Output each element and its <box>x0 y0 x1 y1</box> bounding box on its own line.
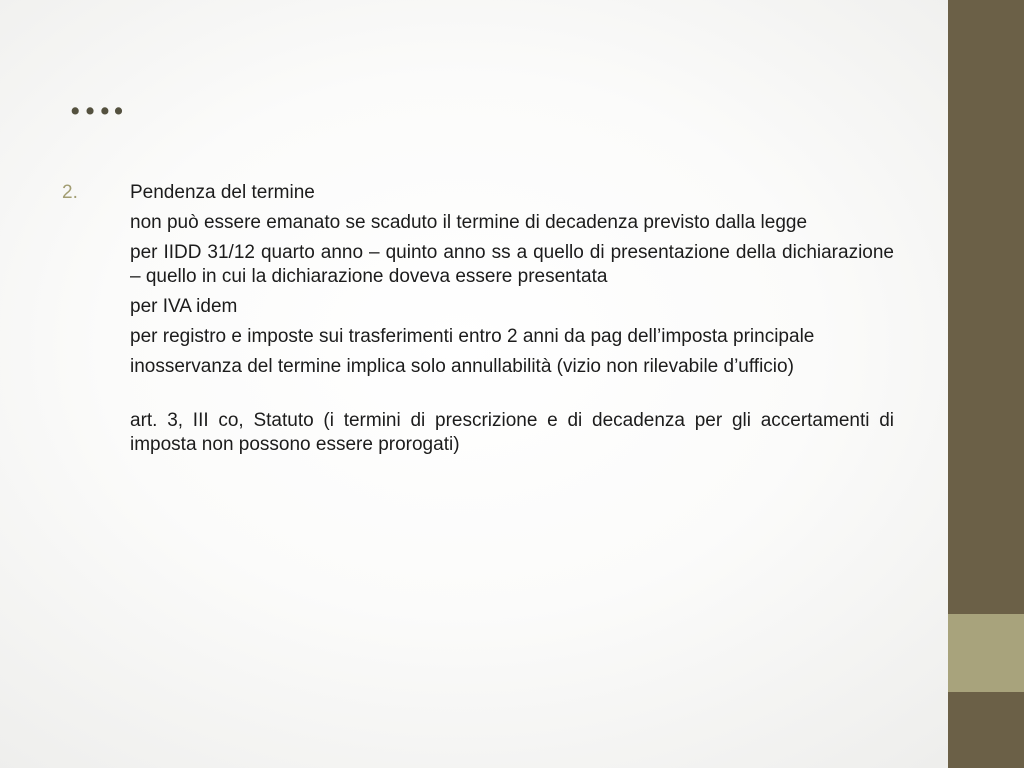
slide-content <box>62 181 894 457</box>
list-heading: Pendenza del termine <box>130 182 315 203</box>
paragraph-inosservanza: inosservanza del termine implica solo annullabilità (vizio non rilevabile d’ufficio) <box>130 356 794 377</box>
numbered-list-item <box>62 181 894 205</box>
paragraph-decadenza: non può essere emanato se scaduto il termine di decadenza previsto dalla legge <box>130 212 808 233</box>
side-bar-accent <box>948 614 1024 692</box>
paragraph-iidd: per IIDD 31/12 quarto anno – quinto anno ss a quello di presentazione della dichiarazione – quello in cui la dichiarazione doveva essere presentata <box>130 242 894 287</box>
paragraph-iva: per IVA idem <box>130 296 238 317</box>
paragraph-statuto: art. 3, III co, Statuto (i termini di prescrizione e di decadenza per gli accertamenti di imposta non possono essere prorogati) <box>130 410 894 455</box>
side-bar-top <box>948 0 1024 614</box>
side-bar-bottom <box>948 692 1024 768</box>
list-number: 2. <box>62 182 78 203</box>
slide-title: …. <box>68 75 125 124</box>
paragraph-registro: per registro e imposte sui trasferimenti entro 2 anni da pag dell’imposta principale <box>130 326 815 347</box>
